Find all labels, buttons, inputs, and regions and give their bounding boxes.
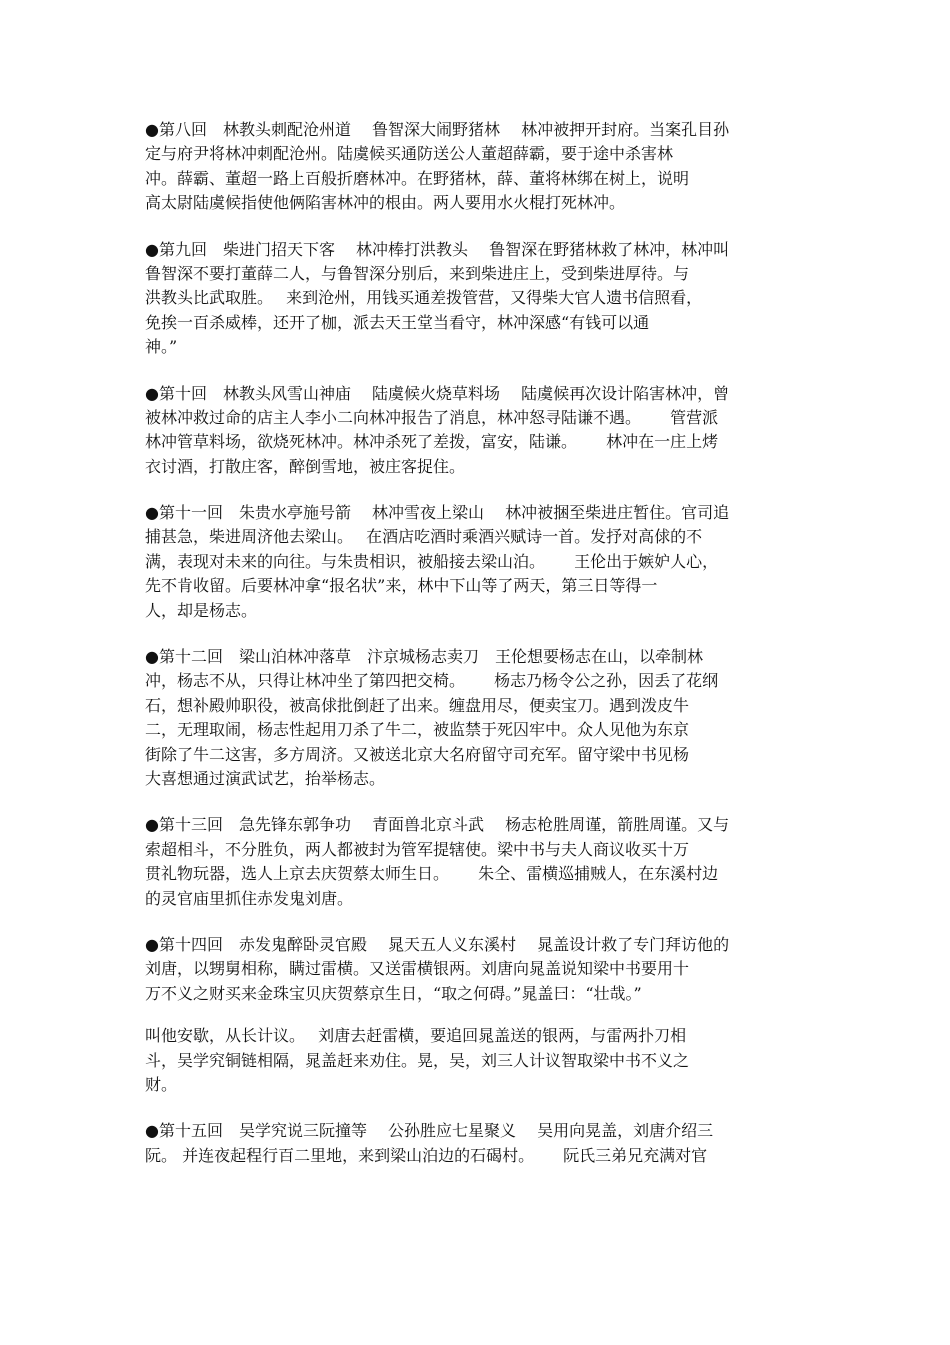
text-line: 索超相斗，不分胜负，两人都被封为管军提辖使。梁中书与夫人商议收买十万 xyxy=(145,839,690,859)
text-line: 高太尉陆虞候指使他俩陷害林冲的根由。两人要用水火棍打死林冲。 xyxy=(145,193,626,213)
paragraph-chapter-13 xyxy=(145,813,825,911)
text-line: ●第十三回 急先锋东郭争功 青面兽北京斗武 杨志枪胜周谨，箭胜周谨。又与 xyxy=(145,815,730,835)
text-line: 冲，杨志不从，只得让林冲坐了第四把交椅。 杨志乃杨令公之孙，因丢了花纲 xyxy=(145,671,719,691)
paragraph-chapter-15 xyxy=(145,1119,825,1168)
paragraph-chapter-14-continued xyxy=(145,1024,825,1097)
text-line: 的灵官庙里抓住赤发鬼刘唐。 xyxy=(145,888,354,908)
text-line: 大喜想通过演武试艺，抬举杨志。 xyxy=(145,768,386,788)
text-line: 阮。 并连夜起程行百二里地，来到梁山泊边的石碣村。 阮氏三弟兄充满对官 xyxy=(145,1145,708,1165)
paragraph-chapter-14 xyxy=(145,933,825,1006)
text-line: 万不义之财买来金珠宝贝庆贺蔡京生日，“取之何碍。”晁盖曰：“壮哉。” xyxy=(145,983,642,1003)
text-line: 洪教头比武取胜。 来到沧州，用钱买通差拨管营，又得柴大官人遗书信照看， xyxy=(145,288,703,308)
text-line: 叫他安歇，从长计议。 刘唐去赶雷横，要追回晁盖送的银两，与雷两扑刀相 xyxy=(145,1026,687,1046)
text-line: 神。” xyxy=(145,337,178,357)
text-line: 石，想补殿帅职役，被高俅批倒赶了出来。缠盘用尽，便卖宝刀。遇到泼皮牛 xyxy=(145,695,690,715)
text-line: 衣讨酒，打散庄客，醉倒雪地，被庄客捉住。 xyxy=(145,456,466,476)
document-body xyxy=(145,118,825,1190)
text-line: ●第十四回 赤发鬼醉卧灵官殿 晁天五人义东溪村 晁盖设计救了专门拜访他的 xyxy=(145,934,730,954)
paragraph-chapter-10 xyxy=(145,382,825,480)
text-line: 免挨一百杀威棒，还开了枷，派去天王堂当看守，林冲深感“有钱可以通 xyxy=(145,312,650,332)
text-line: 刘唐，以甥舅相称，瞒过雷横。又送雷横银两。刘唐向晁盖说知梁中书要用十 xyxy=(145,959,690,979)
text-line: ●第九回 柴进门招天下客 林冲棒打洪教头 鲁智深在野猪林救了林冲，林冲叫 xyxy=(145,239,730,259)
text-line: 先不肯收留。后要林冲拿“报名状”来，林中下山等了两天，第三日等得一 xyxy=(145,576,658,596)
paragraph-chapter-8 xyxy=(145,118,825,216)
text-line: 人，却是杨志。 xyxy=(145,600,258,620)
text-line: ●第十回 林教头风雪山神庙 陆虞候火烧草料场 陆虞候再次设计陷害林冲，曾 xyxy=(145,383,730,403)
text-line: 满，表现对未来的向往。与朱贵相识，被船接去梁山泊。 王伦出于嫉妒人心， xyxy=(145,551,719,571)
paragraph-chapter-12 xyxy=(145,645,825,791)
text-line: ●第十二回 梁山泊林冲落草 汴京城杨志卖刀 王伦想要杨志在山，以牵制林 xyxy=(145,647,703,667)
text-line: 冲。薛霸、董超一路上百般折磨林冲。在野猪林，薛、董将林绑在树上，说明 xyxy=(145,168,690,188)
text-line: 鲁智深不要打董薛二人，与鲁智深分别后，来到柴进庄上，受到柴进厚待。与 xyxy=(145,263,690,283)
text-line: ●第十五回 吴学究说三阮撞等 公孙胜应七星聚义 吴用向晃盖，刘唐介绍三 xyxy=(145,1121,714,1141)
text-line: 贯礼物玩器，选人上京去庆贺蔡太师生日。 朱仝、雷横巡捕贼人，在东溪村边 xyxy=(145,864,719,884)
text-line: 斗，吴学究铜链相隔，晁盖赶来劝住。晃，吴，刘三人计议智取梁中书不义之 xyxy=(145,1050,690,1070)
text-line: ●第十一回 朱贵水亭施号箭 林冲雪夜上梁山 林冲被捆至柴进庄暂住。官司追 xyxy=(145,503,730,523)
text-line: 街除了牛二这害，多方周济。又被送北京大名府留守司充军。留守梁中书见杨 xyxy=(145,744,690,764)
text-line: 财。 xyxy=(145,1074,178,1094)
text-line: ●第八回 林教头刺配沧州道 鲁智深大闹野猪林 林冲被押开封府。当案孔目孙 xyxy=(145,120,730,139)
text-line: 捕甚急，柴进周济他去梁山。 在酒店吃酒时乘酒兴赋诗一首。发抒对高俅的不 xyxy=(145,527,703,547)
paragraph-chapter-9 xyxy=(145,238,825,360)
text-line: 被林冲救过命的店主人李小二向林冲报告了消息，林冲怒寻陆谦不遇。 管营派 xyxy=(145,407,719,427)
paragraph-chapter-11 xyxy=(145,501,825,623)
text-line: 二，无理取闹，杨志性起用刀杀了牛二，被监禁于死囚牢中。众人见他为东京 xyxy=(145,720,690,740)
text-line: 林冲管草料场，欲烧死林冲。林冲杀死了差拨，富安，陆谦。 林冲在一庄上烤 xyxy=(145,432,719,452)
text-line: 定与府尹将林冲刺配沧州。陆虞候买通防送公人董超薛霸，要于途中杀害林 xyxy=(145,144,674,164)
